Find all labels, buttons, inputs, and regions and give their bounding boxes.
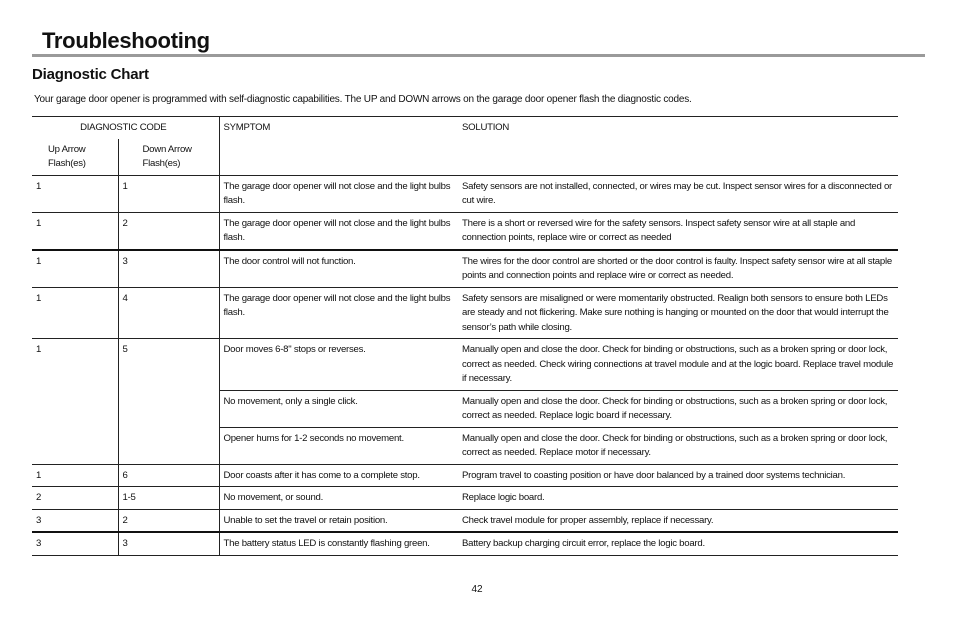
symptom-cell: The garage door opener will not close and the light bulbs flash. (219, 287, 458, 339)
header-down-arrow: Down Arrow Flash(es) (118, 139, 219, 176)
header-solution: SOLUTION (458, 117, 898, 139)
symptom-cell: The battery status LED is constantly flashing green. (219, 532, 458, 555)
page-title: Troubleshooting (42, 28, 210, 53)
table-subheader-row (32, 139, 898, 176)
header-diagnostic-code: DIAGNOSTIC CODE (32, 117, 219, 139)
down-flash-count: 1-5 (118, 487, 219, 510)
symptom-cell: The door control will not function. (219, 250, 458, 288)
solution-cell: Manually open and close the door. Check for binding or obstructions, such as a broken spring or door lock, correct as needed. Replace logic board if necessary. (458, 390, 898, 427)
table-row (32, 427, 898, 464)
up-flash-count: 1 (32, 250, 118, 288)
table-row (32, 339, 898, 391)
symptom-cell: Opener hums for 1-2 seconds no movement. (219, 427, 458, 464)
up-flash-count: 1 (32, 339, 118, 391)
down-flash-count: 3 (118, 250, 219, 288)
solution-cell: Manually open and close the door. Check for binding or obstructions, such as a broken spring or door lock, correct as needed. Replace motor if necessary. (458, 427, 898, 464)
up-flash-count: 1 (32, 464, 118, 487)
down-flash-count: 2 (118, 509, 219, 532)
up-flash-count: 1 (32, 175, 118, 212)
up-flash-count: 1 (32, 212, 118, 250)
diagnostic-chart-table (32, 116, 898, 556)
down-flash-count: 3 (118, 532, 219, 555)
table-row (32, 175, 898, 212)
symptom-cell: Unable to set the travel or retain position. (219, 509, 458, 532)
header-symptom: SYMPTOM (219, 117, 458, 139)
solution-cell: Replace logic board. (458, 487, 898, 510)
header-up-arrow: Up Arrow Flash(es) (48, 143, 86, 169)
solution-cell: Safety sensors are not installed, connected, or wires may be cut. Inspect sensor wires for a disconnected or cut wire. (458, 175, 898, 212)
solution-cell: There is a short or reversed wire for the safety sensors. Inspect safety sensor wire at all staple and connection points, replace wire or correct as needed (458, 212, 898, 250)
table-row (32, 212, 898, 250)
up-flash-count: 3 (32, 532, 118, 555)
table-row (32, 532, 898, 555)
symptom-cell: The garage door opener will not close and the light bulbs flash. (219, 175, 458, 212)
page-number: 42 (471, 584, 483, 595)
symptom-cell: Door moves 6-8" stops or reverses. (219, 339, 458, 391)
symptom-cell: No movement, or sound. (219, 487, 458, 510)
down-flash-count: 5 (118, 339, 219, 391)
solution-cell: The wires for the door control are shorted or the door control is faulty. Inspect safety sensor wire at all staple points and connection points and replace wire or correct as needed. (458, 250, 898, 288)
table-row (32, 509, 898, 532)
down-flash-count: 2 (118, 212, 219, 250)
solution-cell: Manually open and close the door. Check for binding or obstructions, such as a broken spring or door lock, correct as needed. Check wiring connections at travel module and at the logic board. Replace travel module if necessary. (458, 339, 898, 391)
solution-cell: Safety sensors are misaligned or were momentarily obstructed. Realign both sensors to ensure both LEDs are steady and not flickering. Make sure nothing is hanging or mounted on the door that would interrupt the sensor’s path while closing. (458, 287, 898, 339)
table-header-row (32, 117, 898, 139)
down-flash-count: 6 (118, 464, 219, 487)
symptom-cell: Door coasts after it has come to a complete stop. (219, 464, 458, 487)
symptom-cell: The garage door opener will not close and the light bulbs flash. (219, 212, 458, 250)
solution-cell: Program travel to coasting position or have door balanced by a trained door systems technician. (458, 464, 898, 487)
table-row (32, 250, 898, 288)
up-flash-count: 3 (32, 509, 118, 532)
title-divider (32, 54, 925, 57)
up-flash-count: 1 (32, 287, 118, 339)
section-title: Diagnostic Chart (32, 66, 149, 83)
down-flash-count: 4 (118, 287, 219, 339)
table-row (32, 464, 898, 487)
table-row (32, 287, 898, 339)
up-flash-count: 2 (32, 487, 118, 510)
down-flash-count: 1 (118, 175, 219, 212)
table-row (32, 487, 898, 510)
intro-text: Your garage door opener is programmed with self-diagnostic capabilities. The UP and DOWN arrows on the garage door opener flash the diagnostic codes. (34, 94, 692, 105)
solution-cell: Battery backup charging circuit error, replace the logic board. (458, 532, 898, 555)
solution-cell: Check travel module for proper assembly, replace if necessary. (458, 509, 898, 532)
table-row (32, 390, 898, 427)
symptom-cell: No movement, only a single click. (219, 390, 458, 427)
